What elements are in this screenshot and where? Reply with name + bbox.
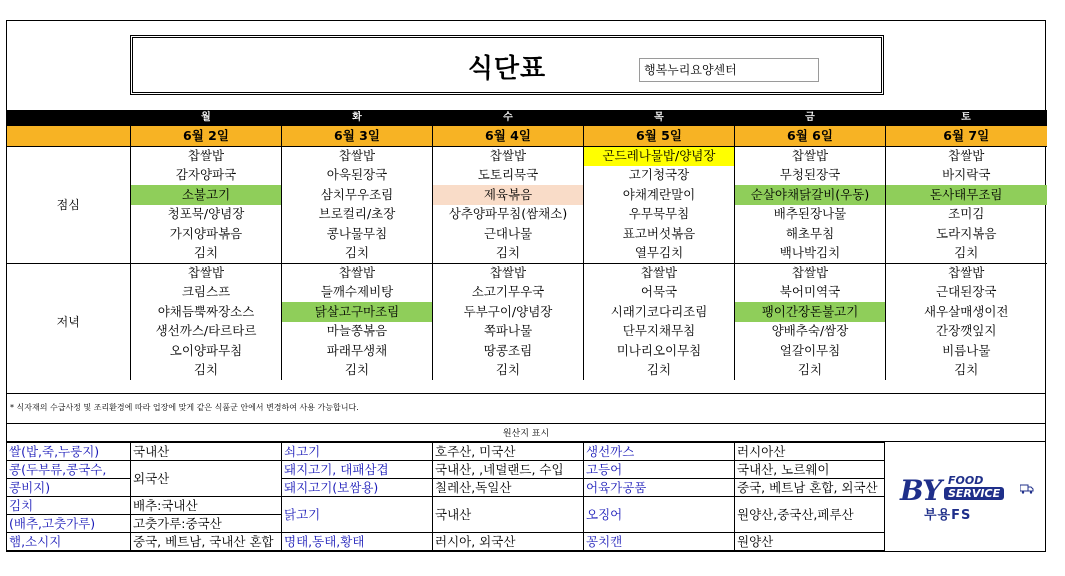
weekday-wed: 수 xyxy=(433,110,584,125)
menu-item: 마늘쫑볶음 xyxy=(282,322,433,342)
origin-value: 러시아, 외국산 xyxy=(433,533,584,551)
menu-item: 양배추숙/쌈장 xyxy=(735,322,886,342)
origin-item: 오징어 xyxy=(584,497,735,533)
menu-item: 도토리묵국 xyxy=(433,166,584,186)
menu-item: 시래기코다리조림 xyxy=(584,302,735,322)
menu-item: 북어미역국 xyxy=(735,283,886,303)
title-box xyxy=(130,35,884,95)
dinner-row xyxy=(7,263,1047,283)
lunch-row xyxy=(7,185,1047,205)
origin-value: 국내산 xyxy=(131,443,282,461)
menu-item: 찹쌀밥 xyxy=(584,263,735,283)
date-row xyxy=(7,125,1047,146)
date-cell: 6월 3일 xyxy=(282,125,433,146)
menu-item: 들깨수제비탕 xyxy=(282,283,433,303)
origin-value: 중국, 베트남, 국내산 혼합 xyxy=(131,533,282,551)
menu-item: 표고버섯볶음 xyxy=(584,224,735,244)
menu-item: 찹쌀밥 xyxy=(433,146,584,166)
menu-table xyxy=(6,110,1047,380)
menu-item: 야채듬뿍짜장소스 xyxy=(131,302,282,322)
menu-item: 어묵국 xyxy=(584,283,735,303)
origin-item: 쇠고기 xyxy=(282,443,433,461)
origin-item: 닭고기 xyxy=(282,497,433,533)
menu-item: 김치 xyxy=(584,361,735,381)
origin-item: 생선까스 xyxy=(584,443,735,461)
menu-item: 김치 xyxy=(735,361,886,381)
logo-food-text: FOOD xyxy=(948,474,984,487)
date-blank xyxy=(7,125,131,146)
origin-item: 돼지고기(보쌈용) xyxy=(282,479,433,497)
dinner-row xyxy=(7,322,1047,342)
menu-item-highlight: 소불고기 xyxy=(131,185,282,205)
origin-item: 콩(두부류,콩국수, xyxy=(7,461,131,479)
origin-item: 돼지고기, 대패삼겹 xyxy=(282,461,433,479)
date-cell: 6월 4일 xyxy=(433,125,584,146)
origin-title: 원산지 표시 xyxy=(6,426,1046,442)
menu-item: 비름나물 xyxy=(886,341,1047,361)
logo-by-text: BY xyxy=(900,474,942,507)
menu-item-highlight: 닭살고구마조림 xyxy=(282,302,433,322)
meal-label-dinner: 저녁 xyxy=(7,263,131,380)
lunch-row xyxy=(7,166,1047,186)
meal-label-lunch: 점심 xyxy=(7,146,131,263)
menu-item: 김치 xyxy=(131,361,282,381)
weekday-fri: 금 xyxy=(735,110,886,125)
origin-item: 명태,동태,황태 xyxy=(282,533,433,551)
menu-item: 백나박김치 xyxy=(735,244,886,264)
page-title: 식단표 xyxy=(467,54,547,84)
origin-row xyxy=(7,497,885,515)
menu-item: 찹쌀밥 xyxy=(282,263,433,283)
menu-item: 크림스프 xyxy=(131,283,282,303)
lunch-row xyxy=(7,146,1047,166)
menu-item: 간장깻잎지 xyxy=(886,322,1047,342)
origin-value: 외국산 xyxy=(131,461,282,497)
menu-item: 찹쌀밥 xyxy=(886,146,1047,166)
dinner-row xyxy=(7,361,1047,381)
menu-item: 땅콩조림 xyxy=(433,341,584,361)
menu-item: 찹쌀밥 xyxy=(735,146,886,166)
date-cell: 6월 5일 xyxy=(584,125,735,146)
origin-value: 칠레산,독일산 xyxy=(433,479,584,497)
menu-item: 생선까스/타르타르 xyxy=(131,322,282,342)
menu-item: 근대나물 xyxy=(433,224,584,244)
menu-item: 오이양파무침 xyxy=(131,341,282,361)
menu-item: 바지락국 xyxy=(886,166,1047,186)
menu-item: 청포묵/양념장 xyxy=(131,205,282,225)
menu-item: 야채계란말이 xyxy=(584,185,735,205)
dinner-row xyxy=(7,302,1047,322)
menu-item: 파래무생채 xyxy=(282,341,433,361)
menu-item: 열무김치 xyxy=(584,244,735,264)
origin-item: 쌀(밥,죽,누룽지) xyxy=(7,443,131,461)
origin-item: 햄,소시지 xyxy=(7,533,131,551)
menu-item-highlight: 제육볶음 xyxy=(433,185,584,205)
weekday-thu: 목 xyxy=(584,110,735,125)
menu-item: 배추된장나물 xyxy=(735,205,886,225)
date-cell: 6월 6일 xyxy=(735,125,886,146)
menu-item: 찹쌀밥 xyxy=(886,263,1047,283)
weekday-blank xyxy=(7,110,131,125)
origin-item: 고등어 xyxy=(584,461,735,479)
menu-item: 찹쌀밥 xyxy=(131,146,282,166)
menu-item: 두부구이/양념장 xyxy=(433,302,584,322)
origin-value: 국내산 xyxy=(433,497,584,533)
menu-item: 고기청국장 xyxy=(584,166,735,186)
date-cell: 6월 2일 xyxy=(131,125,282,146)
menu-item: 찹쌀밥 xyxy=(433,263,584,283)
center-name-field[interactable]: 행복누리요양센터 xyxy=(639,58,819,82)
origin-value: 중국, 베트남 혼합, 외국산 xyxy=(735,479,885,497)
origin-item: 콩비지) xyxy=(7,479,131,497)
origin-item: (배추,고춧가루) xyxy=(7,515,131,533)
origin-table xyxy=(6,442,885,551)
origin-value: 고춧가루:중국산 xyxy=(131,515,282,533)
menu-item: 단무지채무침 xyxy=(584,322,735,342)
menu-item: 브로컬리/초장 xyxy=(282,205,433,225)
menu-item: 감자양파국 xyxy=(131,166,282,186)
origin-row xyxy=(7,533,885,551)
menu-item: 도라지볶음 xyxy=(886,224,1047,244)
menu-item: 우무묵무침 xyxy=(584,205,735,225)
menu-item: 무청된장국 xyxy=(735,166,886,186)
menu-item: 새우살매생이전 xyxy=(886,302,1047,322)
menu-item: 콩나물무침 xyxy=(282,224,433,244)
weekday-sat: 토 xyxy=(886,110,1047,125)
menu-item-highlight: 순살야채닭갈비(우동) xyxy=(735,185,886,205)
logo-service-text: SERVICE xyxy=(944,487,1004,500)
menu-item: 김치 xyxy=(886,244,1047,264)
byfood-logo xyxy=(886,470,1041,530)
origin-value: 원양산,중국산,페루산 xyxy=(735,497,885,533)
menu-item: 미나리오이무침 xyxy=(584,341,735,361)
lunch-row xyxy=(7,244,1047,264)
dinner-row xyxy=(7,341,1047,361)
menu-item: 가지양파볶음 xyxy=(131,224,282,244)
menu-item: 해초무침 xyxy=(735,224,886,244)
origin-row xyxy=(7,443,885,461)
menu-item: 김치 xyxy=(886,361,1047,381)
date-cell: 6월 7일 xyxy=(886,125,1047,146)
origin-value: 배추:국내산 xyxy=(131,497,282,515)
origin-item: 김치 xyxy=(7,497,131,515)
menu-item: 소고기무우국 xyxy=(433,283,584,303)
menu-item: 쪽파나물 xyxy=(433,322,584,342)
lunch-row xyxy=(7,224,1047,244)
menu-item: 찹쌀밥 xyxy=(282,146,433,166)
menu-item-highlight: 팽이간장돈불고기 xyxy=(735,302,886,322)
weekday-tue: 화 xyxy=(282,110,433,125)
origin-item: 꽁치캔 xyxy=(584,533,735,551)
origin-value: 국내산, 노르웨이 xyxy=(735,461,885,479)
substitution-note: * 식자재의 수급사정 및 조리환경에 따라 업장에 맞게 같은 식품군 안에서 변경하여 사용 가능합니다. xyxy=(6,393,1046,424)
weekday-row xyxy=(7,110,1047,125)
origin-item: 어육가공품 xyxy=(584,479,735,497)
menu-item: 김치 xyxy=(131,244,282,264)
menu-item: 조미김 xyxy=(886,205,1047,225)
origin-row xyxy=(7,461,885,479)
menu-item: 삼치무우조림 xyxy=(282,185,433,205)
logo-sub-text: 부용FS xyxy=(924,508,972,523)
menu-item: 상추양파무침(쌈채소) xyxy=(433,205,584,225)
origin-value: 원양산 xyxy=(735,533,885,551)
lunch-row xyxy=(7,205,1047,225)
menu-item: 아욱된장국 xyxy=(282,166,433,186)
menu-item-highlight: 곤드레나물밥/양념장 xyxy=(584,146,735,166)
truck-icon xyxy=(1020,484,1034,494)
origin-value: 국내산, ,네덜랜드, 수입 xyxy=(433,461,584,479)
menu-item: 근대된장국 xyxy=(886,283,1047,303)
menu-item: 김치 xyxy=(282,244,433,264)
menu-item: 김치 xyxy=(433,361,584,381)
menu-item: 얼갈이무침 xyxy=(735,341,886,361)
origin-value: 호주산, 미국산 xyxy=(433,443,584,461)
menu-item: 김치 xyxy=(433,244,584,264)
dinner-row xyxy=(7,283,1047,303)
menu-item: 찹쌀밥 xyxy=(735,263,886,283)
menu-item: 김치 xyxy=(282,361,433,381)
weekday-mon: 월 xyxy=(131,110,282,125)
menu-item-highlight: 돈사태무조림 xyxy=(886,185,1047,205)
menu-item: 찹쌀밥 xyxy=(131,263,282,283)
origin-value: 러시아산 xyxy=(735,443,885,461)
